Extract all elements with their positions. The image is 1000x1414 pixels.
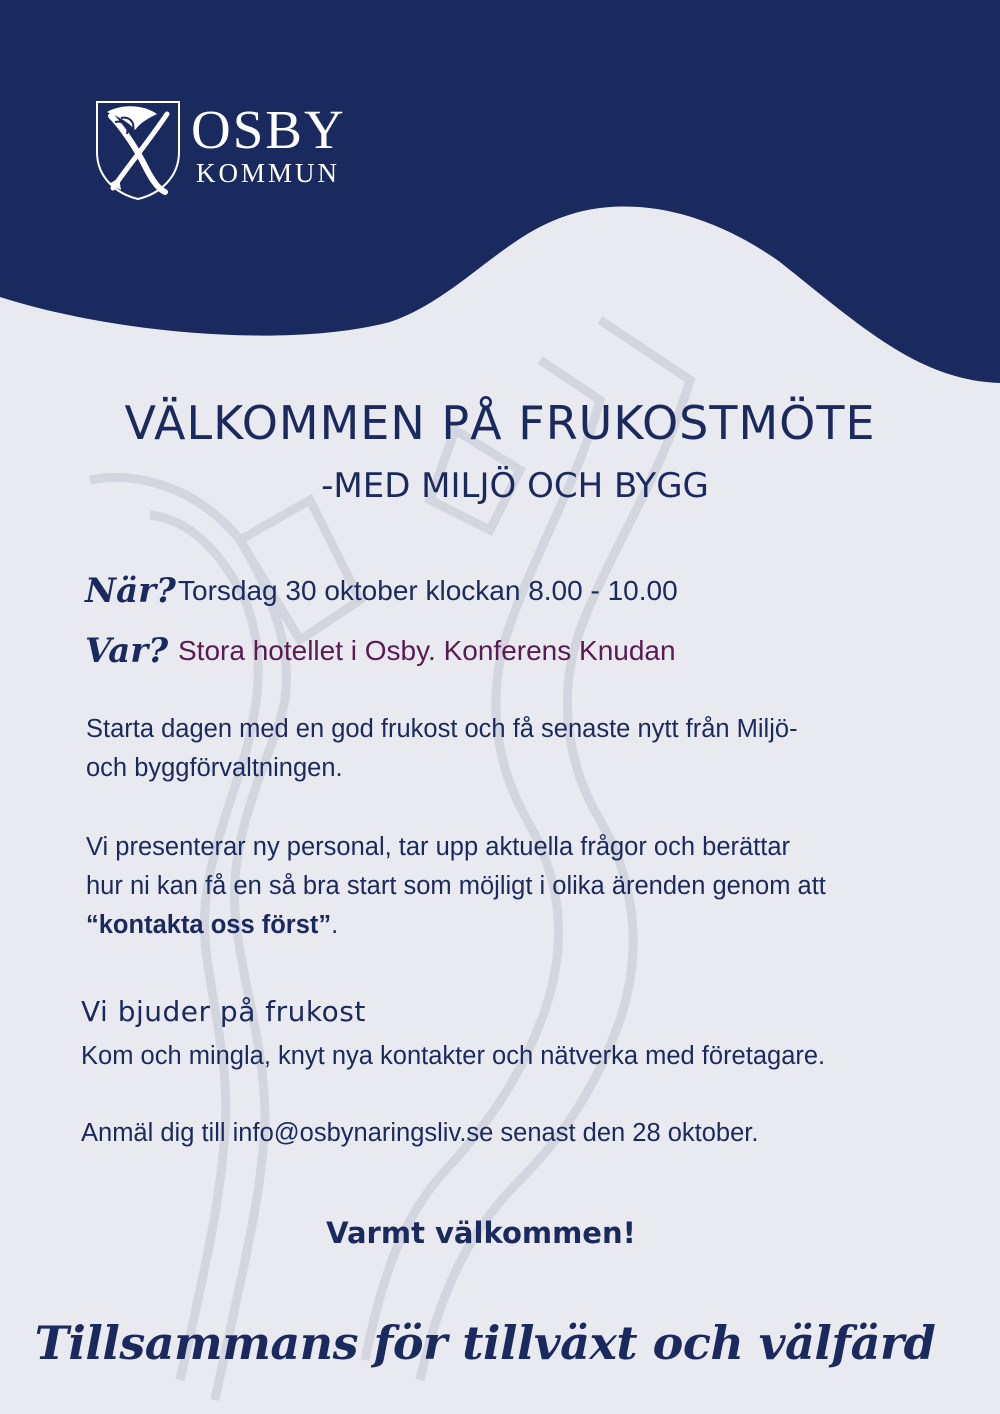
where-value: Stora hotellet i Osby. Konferens Knudan [178, 635, 676, 666]
presentation-highlight: “kontakta oss först” [86, 911, 332, 939]
offer-heading: Vi bjuder på frukost [81, 995, 366, 1028]
when-value: Torsdag 30 oktober klockan 8.00 - 10.00 [178, 575, 678, 606]
slogan: Tillsammans för tillväxt och välfärd [34, 1316, 936, 1370]
intro-line-1: Starta dagen med en god frukost och få senaste nytt från Miljö- [86, 715, 798, 743]
coat-of-arms-icon [95, 100, 181, 200]
presentation-end: . [331, 911, 339, 939]
where-label: Var? [85, 631, 169, 671]
intro-paragraph [86, 710, 926, 788]
presentation-line-2: hur ni kan få en så bra start som möjligt i olika ärenden genom att [86, 872, 826, 900]
offer-text: Kom och mingla, knyt nya kontakter och nätverka med företagare. [81, 1042, 826, 1070]
signup-text: Anmäl dig till info@osbynaringsliv.se senast den 28 oktober. [81, 1119, 759, 1147]
presentation-paragraph [86, 828, 926, 945]
when-label: När? [85, 571, 176, 611]
presentation-line-1: Vi presenterar ny personal, tar upp aktuella frågor och berättar [86, 833, 791, 861]
welcome-text: Varmt välkommen! [326, 1216, 636, 1250]
intro-line-2: och byggförvaltningen. [86, 754, 343, 782]
logo-subtitle: KOMMUN [196, 158, 341, 188]
page-subtitle: -MED MILJÖ OCH BYGG [321, 466, 709, 506]
logo-name: OSBY [191, 99, 346, 160]
page-title: VÄLKOMMEN PÅ FRUKOSTMÖTE [124, 396, 876, 450]
osby-kommun-logo [95, 100, 365, 200]
